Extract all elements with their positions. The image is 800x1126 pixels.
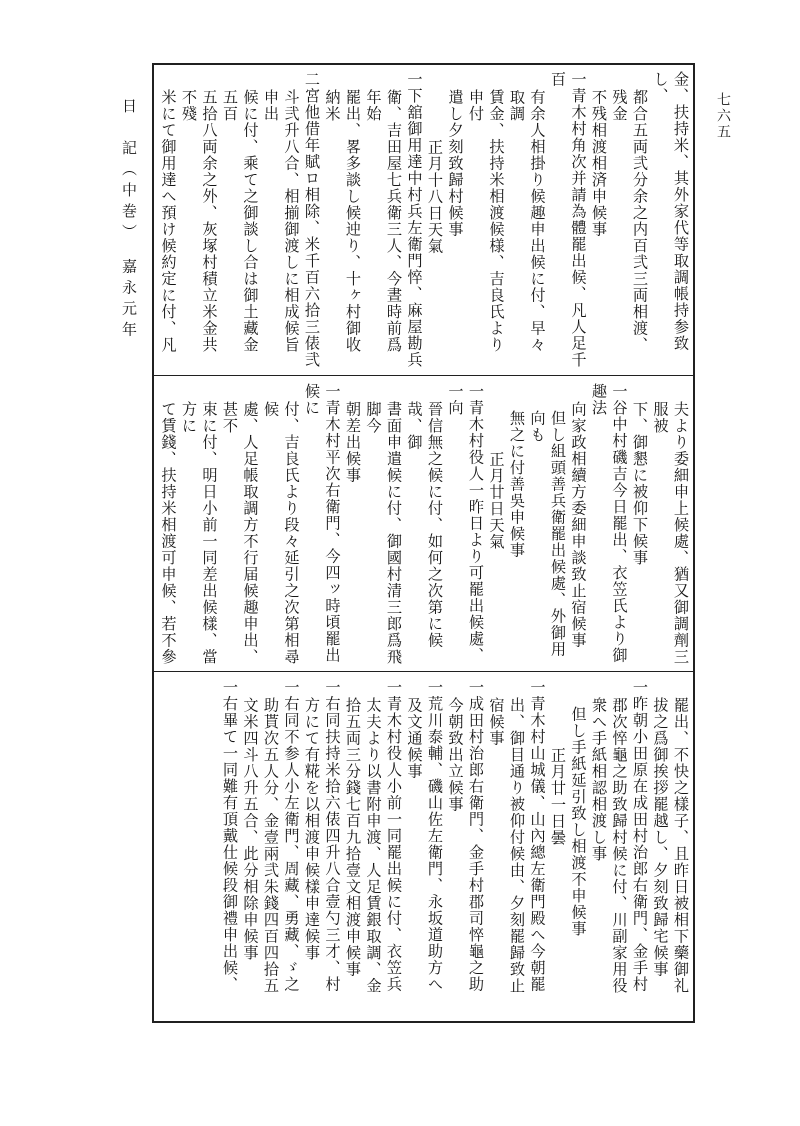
text-line: 下、御懇に被仰下候事 [631, 401, 649, 567]
text-line: 一青木村平次右衛門、今四ッ時頃罷出候に [303, 383, 342, 664]
text-line: 米にて御用達へ預け候約定に付、凡 [160, 89, 178, 354]
text-line: 一青木村役人小前一同罷出候に付、衣笠兵 [385, 679, 403, 993]
text-line: 助貰次五人分、金壹兩弐朱錢四百四拾五 [262, 697, 280, 995]
text-line: 一右畢て一同難有頂戴仕候段御禮申出候、 [221, 679, 239, 993]
text-line: 五拾八両余之外、灰塚村積立米金共不殘 [180, 89, 219, 354]
text-line: 郡次悴龜之助致歸村候に付、川副家用役 [610, 697, 629, 995]
text-line: 遣し夕刻致歸村候事 [446, 89, 465, 238]
text-line: 朝差出候事 [344, 401, 362, 484]
page-number: 七六五 [715, 92, 731, 140]
text-line: 出、御目通り被仰付候由、夕刻罷歸致止 [508, 697, 526, 995]
text-line: 一荒川泰輔、磯山佐左衛門、永坂道助方へ [426, 679, 444, 993]
text-line: 束に付、明日小前一同差出候樣、當方に [180, 401, 219, 666]
text-line: 夫より委細申上候處、猶又御調劑三服被 [651, 401, 690, 666]
text-line: 罷出、不快之樣子、且昨日被相下藥御礼 [672, 697, 690, 995]
text-line: 今朝致出立候事 [446, 697, 465, 813]
text-line: 賃金、扶持米相渡候様、吉良氏より申付 [467, 89, 506, 354]
text-line: 衆へ手紙相認相渡し事 [590, 697, 608, 863]
band-upper-text [160, 71, 691, 369]
text-line: 一右同不参人小左衛門、周藏、勇藏、ゞ之 [282, 679, 301, 993]
band-divider [154, 375, 693, 376]
text-line: 一昨朝小田原在成田村治郎右衛門、金手村 [631, 679, 649, 993]
text-line: 宿候事 [487, 697, 506, 747]
text-line: 方にて有糀を以相渡申候樣申達候事 [303, 697, 321, 962]
text-line: 晉信無之候に付、如何之次第に候哉、御 [405, 401, 444, 649]
text-line: 衛、吉田屋七兵衛三人、今晝時前爲年始 [364, 89, 403, 354]
text-band-middle [160, 383, 691, 667]
text-line: 候に付、乘て之御談し合は御土藏金五百 [221, 89, 260, 354]
text-line: 一成田村治郎右衛門、金手村郡司悴龜之助 [467, 679, 485, 993]
text-line: 拔之爲御挨拶罷越し、夕刻致歸宅候事 [651, 697, 670, 978]
text-line: 一青木村角次并請為體罷出候、凡人足千百 [549, 71, 588, 368]
text-line: 一下舘御用達中村兵左衛門悴、麻屋勘兵 [405, 71, 424, 368]
text-line: 二宮他借年賦ロ相除、米千百六拾三俵弐 [303, 71, 321, 368]
text-line: 一右同扶持米拾六俵四升八合壹勺三才、村 [323, 679, 342, 993]
band-lower-text [160, 679, 691, 1017]
text-line: て賃錢、扶持米相渡可申候、若不參 [160, 401, 178, 666]
note-line: 無之に付善吳申候事 [508, 410, 526, 559]
entry-date: 正月廿一日曇 [549, 747, 567, 847]
text-line: 一青木村役人一昨日より可罷出候處、一向 [446, 383, 485, 664]
text-line: 書面申遣候に付、御國村清三郎爲飛脚今 [364, 401, 403, 666]
text-line: 處、人足帳取調方不行届候趣申出、甚不 [221, 401, 260, 666]
band-middle-text [160, 383, 691, 667]
entry-date: 正月十八日天氣 [426, 139, 444, 255]
entry-date: 正月廿日天氣 [487, 451, 506, 551]
running-header: 日 記（中巻） 嘉永元年 [120, 98, 138, 343]
text-line: 斗弐升八合、相揃御渡しに相成候旨申出 [262, 89, 301, 354]
text-line: 向家政相續方委細申談致止宿候事 [569, 401, 588, 649]
text-line: 太夫より以書附申渡、人足賃銀取調、金 [364, 697, 383, 995]
text-line: 罷出、畧多談し候迚り、十ヶ村御收納米 [323, 89, 362, 354]
band-divider [154, 671, 693, 672]
text-line: 拾五両三分錢七百九拾壹文相渡申候事 [344, 697, 362, 978]
text-line: 及文通候事 [405, 697, 424, 780]
text-line: 一谷中村磯吉今日罷出、衣笠氏より御趣法 [590, 383, 629, 664]
text-line: 金、扶持米、其外家代等取調帳持参致し、 [651, 71, 690, 352]
text-line: 一青木村山城儀、山內總左衛門殿へ今朝罷 [528, 679, 547, 993]
text-line: 不残相渡相済申候事 [590, 89, 608, 238]
text-band-upper [160, 71, 691, 369]
text-line: 付、吉良氏より段々延引之次第相尋候 [262, 401, 301, 666]
text-line: 都合五両弐分余之内百弐三両相渡、残金 [610, 89, 649, 354]
text-frame [152, 63, 695, 1023]
note-line: 但し手紙延引致し相渡不申候事 [569, 706, 588, 938]
note-line: 但し組頭善兵衛罷出候處、外御用向も [528, 410, 567, 658]
text-line: 文米四斗八升五合、此分相除申候事 [241, 697, 260, 962]
text-line: 有余人相掛り候趣申出候に付、早々取調 [508, 89, 547, 354]
text-band-lower [160, 679, 691, 1017]
